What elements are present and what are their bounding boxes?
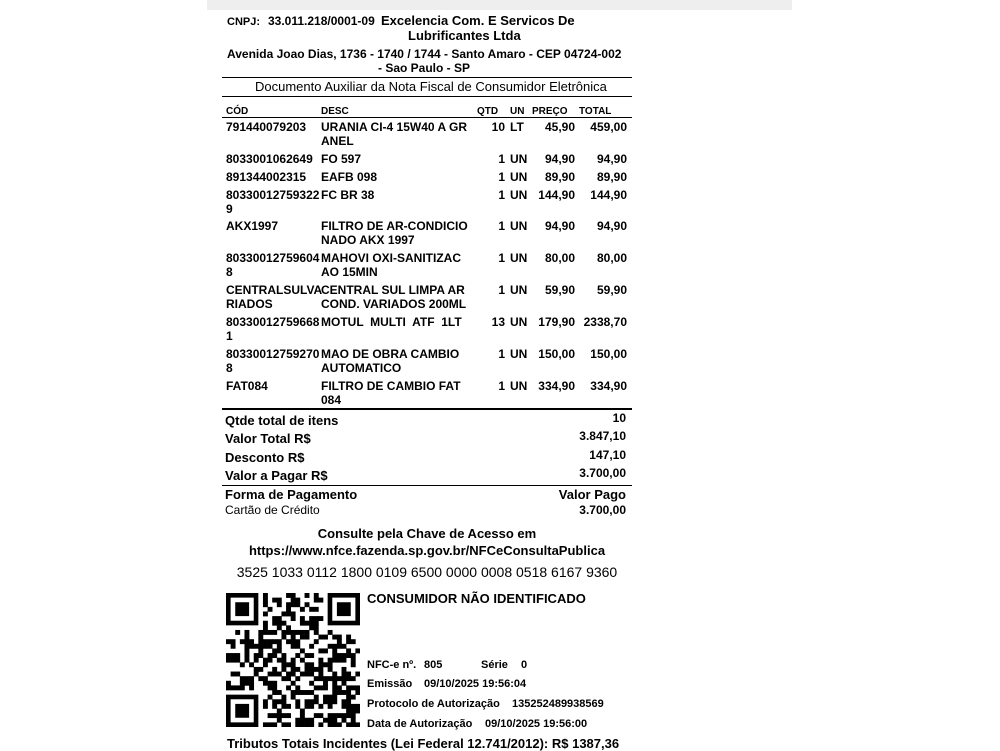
item-total: 94,90: [596, 152, 627, 166]
consulta-text: Consulte pela Chave de Acesso em: [317, 526, 537, 541]
item-price: 80,00: [544, 251, 575, 265]
item-unit: UN: [510, 170, 528, 184]
item-desc: FO 597: [321, 152, 362, 166]
item-desc: FC BR 38: [321, 188, 375, 202]
qtde-total-value: 10: [612, 411, 626, 425]
item-code: 80330012759270: [226, 347, 320, 361]
valor-pagar-label: Valor a Pagar R$: [225, 468, 328, 483]
item-total: 150,00: [590, 347, 627, 361]
item-price: 150,00: [538, 347, 575, 361]
desconto-value: 147,10: [589, 448, 626, 462]
desconto-label: Desconto R$: [225, 450, 305, 465]
item-qty: 1: [498, 170, 505, 184]
item-desc: MOTUL MULTI ATF 1LT: [321, 315, 462, 329]
item-code-cont: 1: [226, 329, 233, 343]
item-desc-cont: AO 15MIN: [321, 265, 378, 279]
item-price: 89,90: [544, 170, 575, 184]
col-header-qtd: QTD: [477, 106, 499, 117]
item-price: 144,90: [538, 188, 575, 202]
item-unit: UN: [510, 283, 528, 297]
item-price: 94,90: [544, 152, 575, 166]
document-title: Documento Auxiliar da Nota Fiscal de Consumidor Eletrônica: [255, 79, 607, 94]
item-desc-cont: NADO AKX 1997: [321, 233, 415, 247]
item-qty: 1: [498, 283, 505, 297]
item-code: 80330012759322: [226, 188, 320, 202]
item-desc: FILTRO DE CAMBIO FAT: [321, 379, 461, 393]
item-total: 89,90: [596, 170, 627, 184]
item-unit: UN: [510, 315, 528, 329]
divider: [222, 77, 632, 78]
item-code-cont: 8: [226, 265, 233, 279]
nfce-number: 805: [424, 659, 443, 671]
item-desc: CENTRAL SUL LIMPA AR: [321, 283, 465, 297]
divider: [222, 96, 632, 97]
item-total: 2338,70: [583, 315, 627, 329]
tributos-text: Tributos Totais Incidentes (Lei Federal 12.741/2012): R$ 1387,36: [227, 736, 620, 751]
item-unit: LT: [510, 120, 524, 134]
cnpj-value: 33.011.218/0001-09: [268, 14, 375, 28]
item-unit: UN: [510, 188, 528, 202]
item-qty: 1: [498, 188, 505, 202]
forma-pagamento-label: Forma de Pagamento: [225, 487, 358, 502]
item-code: 80330012759668: [226, 315, 320, 329]
item-price: 59,90: [544, 283, 575, 297]
valor-pago-label: Valor Pago: [558, 487, 626, 502]
item-price: 45,90: [544, 120, 575, 134]
item-total: 144,90: [590, 188, 627, 202]
viewer-top-bar: [207, 0, 792, 10]
item-desc: URANIA CI-4 15W40 A GR: [321, 120, 468, 134]
item-desc-cont: 084: [321, 393, 342, 407]
col-header-total: TOTAL: [579, 106, 612, 117]
item-qty: 1: [498, 152, 505, 166]
item-total: 459,00: [590, 120, 627, 134]
valor-pagar-value: 3.700,00: [579, 466, 626, 480]
item-code: 891344002315: [226, 170, 307, 184]
item-code-cont: 9: [226, 202, 233, 216]
emissao-label: Emissão: [367, 678, 413, 690]
protocolo-value: 135252489938569: [512, 698, 604, 710]
item-qty: 1: [498, 379, 505, 393]
data-autorizacao-value: 09/10/2025 19:56:00: [485, 718, 588, 730]
nfce-label: NFC-e nº.: [367, 659, 417, 671]
item-qty: 10: [491, 120, 505, 134]
item-total: 80,00: [596, 251, 627, 265]
data-autorizacao-label: Data de Autorização: [367, 718, 473, 730]
valor-total-label: Valor Total R$: [225, 431, 311, 446]
item-price: 334,90: [538, 379, 575, 393]
item-desc-cont: COND. VARIADOS 200ML: [321, 297, 467, 311]
divider: [222, 485, 632, 486]
item-qty: 1: [498, 219, 505, 233]
item-price: 94,90: [544, 219, 575, 233]
item-desc: MAHOVI OXI-SANITIZAC: [321, 251, 461, 265]
item-code: 791440079203: [226, 120, 307, 134]
item-total: 59,90: [596, 283, 627, 297]
item-desc: FILTRO DE AR-CONDICIO: [321, 219, 468, 233]
col-header-desc: DESC: [321, 106, 349, 117]
payment-method: Cartão de Crédito: [225, 503, 320, 517]
item-unit: UN: [510, 152, 528, 166]
item-unit: UN: [510, 347, 528, 361]
address-line1: Avenida Joao Dias, 1736 - 1740 / 1744 - Santo Amaro - CEP 04724-002: [227, 47, 622, 61]
item-price: 179,90: [538, 315, 575, 329]
item-code: CENTRALSULVA: [226, 283, 323, 297]
col-header-un: UN: [510, 106, 525, 117]
nfce-receipt: [222, 10, 634, 750]
col-header-preco: PREÇO: [532, 106, 568, 117]
valor-total-value: 3.847,10: [579, 429, 626, 443]
item-qty: 1: [498, 347, 505, 361]
item-code: 8033001062649: [226, 152, 313, 166]
item-code: AKX1997: [226, 219, 279, 233]
item-unit: UN: [510, 219, 528, 233]
serie-value: 0: [521, 659, 528, 671]
item-code: 80330012759604: [226, 251, 320, 265]
item-code-cont: RIADOS: [226, 297, 273, 311]
item-desc-cont: ANEL: [321, 134, 354, 148]
item-qty: 1: [498, 251, 505, 265]
consumer-title: CONSUMIDOR NÃO IDENTIFICADO: [367, 591, 586, 606]
item-desc: EAFB 098: [321, 170, 378, 184]
address-line2: - Sao Paulo - SP: [378, 61, 471, 75]
divider: [222, 408, 632, 410]
item-code: FAT084: [226, 379, 268, 393]
qtde-total-label: Qtde total de itens: [225, 413, 339, 428]
payment-amount: 3.700,00: [579, 503, 626, 517]
chave-acesso: 3525 1033 0112 1800 0109 6500 0000 0008 0518 6167 9360: [236, 564, 618, 580]
protocolo-label: Protocolo de Autorização: [367, 698, 500, 710]
item-unit: UN: [510, 251, 528, 265]
item-code-cont: 8: [226, 361, 233, 375]
company-name-line2: Lubrificantes Ltda: [408, 28, 521, 43]
divider: [222, 117, 632, 118]
emissao-value: 09/10/2025 19:56:04: [424, 678, 527, 690]
serie-label: Série: [481, 659, 508, 671]
item-total: 94,90: [596, 219, 627, 233]
company-name-line1: Excelencia Com. E Servicos De: [381, 13, 575, 28]
qr-code-icon: [226, 593, 360, 727]
item-qty: 13: [491, 315, 505, 329]
consulta-url[interactable]: https://www.nfce.fazenda.sp.gov.br/NFCeConsultaPublica: [248, 543, 606, 558]
item-desc-cont: AUTOMATICO: [321, 361, 402, 375]
col-header-cod: CÓD: [226, 106, 249, 117]
item-unit: UN: [510, 379, 528, 393]
item-desc: MAO DE OBRA CAMBIO: [321, 347, 460, 361]
cnpj-label: CNPJ:: [227, 16, 261, 28]
item-total: 334,90: [590, 379, 627, 393]
